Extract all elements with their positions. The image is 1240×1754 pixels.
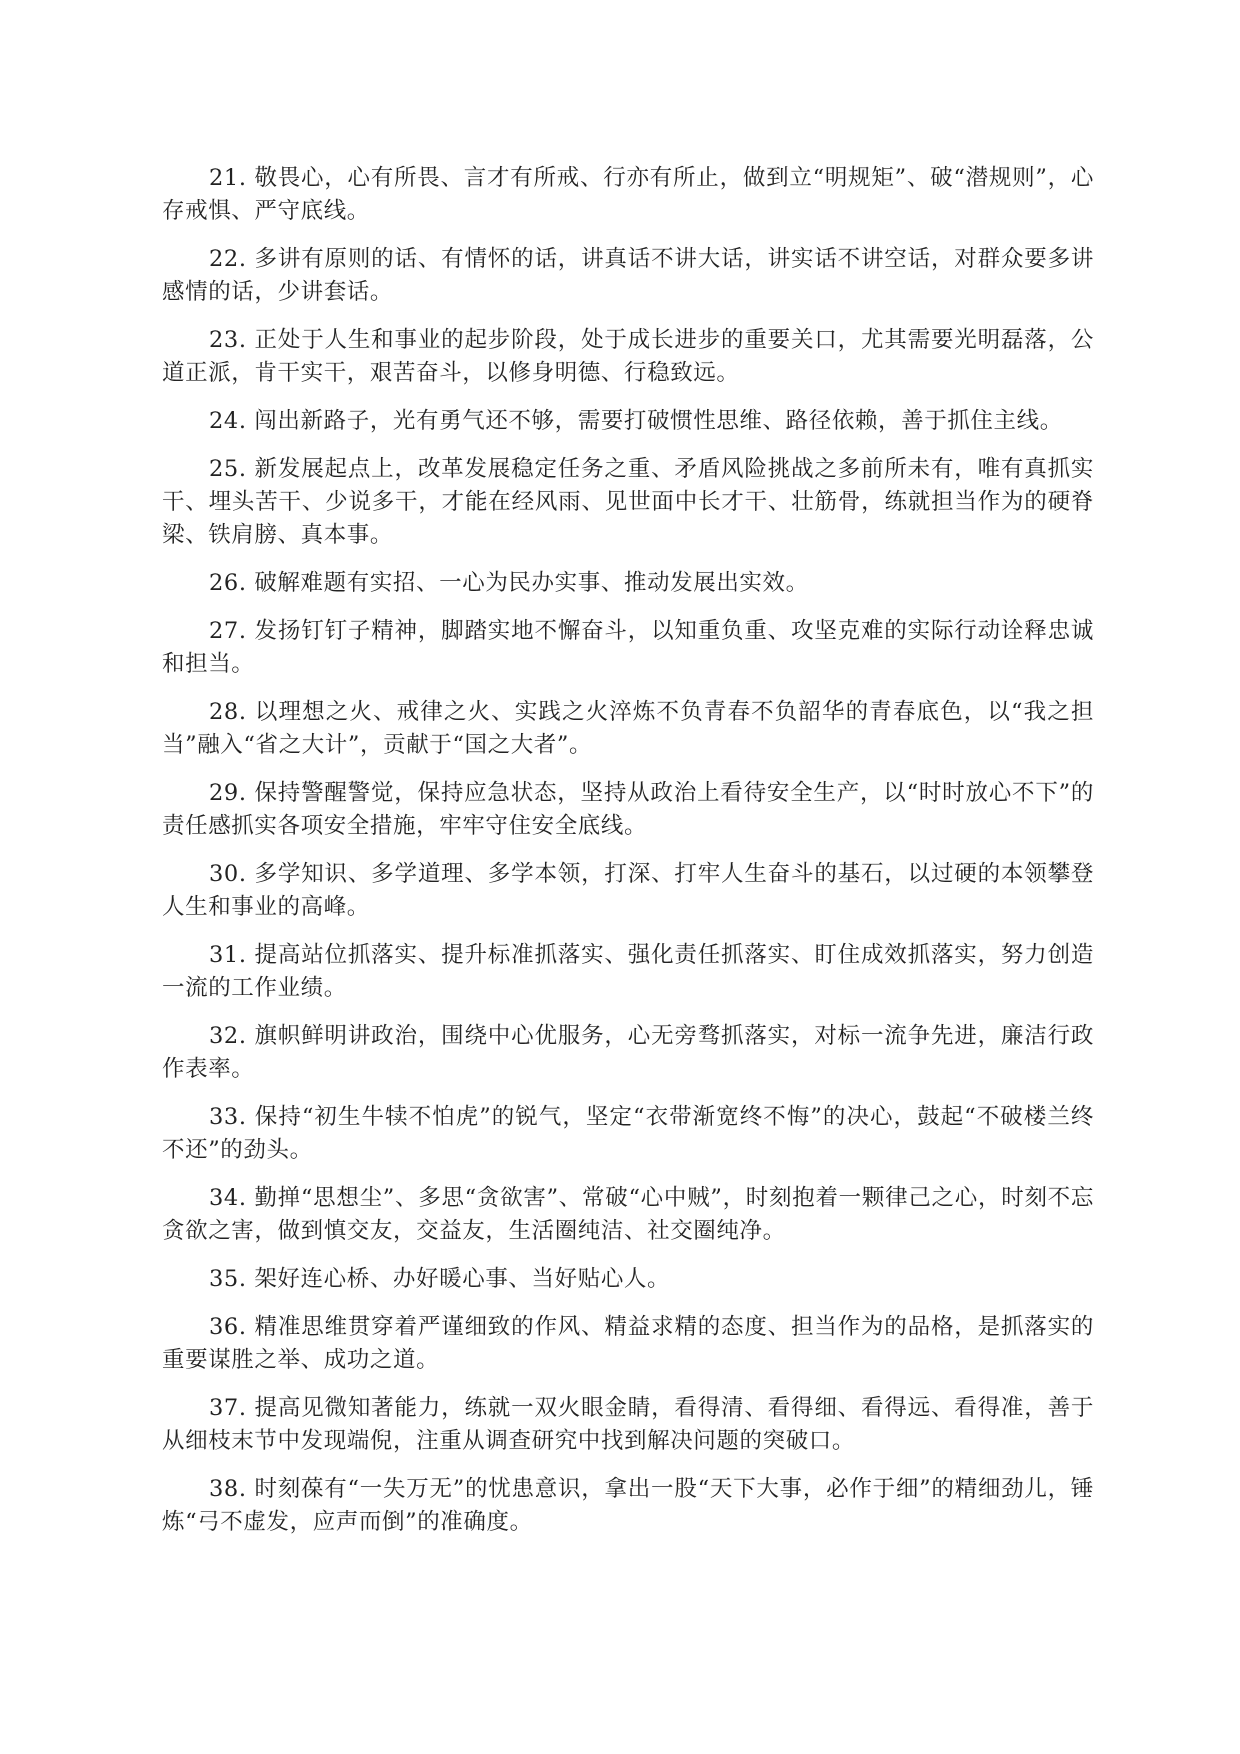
paragraph-27: 27. 发扬钉钉子精神，脚踏实地不懈奋斗，以知重负重、攻坚克难的实际行动诠释忠诚和担当。 bbox=[162, 618, 1094, 677]
paragraph-35: 35. 架好连心桥、办好暖心事、当好贴心人。 bbox=[209, 1266, 671, 1292]
paragraph-23: 23. 正处于人生和事业的起步阶段，处于成长进步的重要关口，尤其需要光明磊落，公道正派，肯干实干，艰苦奋斗，以修身明德、行稳致远。 bbox=[162, 327, 1094, 386]
paragraph-34: 34. 勤掸“思想尘”、多思“贪欲害”、常破“心中贼”，时刻抱着一颗律己之心，时刻不忘贪欲之害，做到慎交友，交益友，生活圈纯洁、社交圈纯净。 bbox=[162, 1185, 1094, 1244]
paragraph-33: 33. 保持“初生牛犊不怕虎”的锐气，坚定“衣带渐宽终不悔”的决心，鼓起“不破楼兰终不还”的劲头。 bbox=[162, 1104, 1094, 1163]
paragraph-28: 28. 以理想之火、戒律之火、实践之火淬炼不负青春不负韶华的青春底色，以“我之担当”融入“省之大计”，贡献于“国之大者”。 bbox=[162, 699, 1094, 758]
paragraph-26: 26. 破解难题有实招、一心为民办实事、推动发展出实效。 bbox=[209, 570, 809, 596]
paragraph-25: 25. 新发展起点上，改革发展稳定任务之重、矛盾风险挑战之多前所未有，唯有真抓实干、埋头苦干、少说多干，才能在经风雨、见世面中长才干、壮筋骨，练就担当作为的硬脊梁、铁肩膀、真本事。 bbox=[162, 456, 1094, 548]
paragraph-32: 32. 旗帜鲜明讲政治，围绕中心优服务，心无旁骛抓落实，对标一流争先进，廉洁行政作表率。 bbox=[162, 1023, 1094, 1082]
paragraph-22: 22. 多讲有原则的话、有情怀的话，讲真话不讲大话，讲实话不讲空话，对群众要多讲感情的话，少讲套话。 bbox=[162, 246, 1094, 305]
paragraph-21: 21. 敬畏心，心有所畏、言才有所戒、行亦有所止，做到立“明规矩”、破“潜规则”，心存戒惧、严守底线。 bbox=[162, 165, 1094, 224]
paragraph-37: 37. 提高见微知著能力，练就一双火眼金睛，看得清、看得细、看得远、看得准，善于从细枝末节中发现端倪，注重从调查研究中找到解决问题的突破口。 bbox=[162, 1395, 1094, 1454]
paragraph-24: 24. 闯出新路子，光有勇气还不够，需要打破惯性思维、路径依赖，善于抓住主线。 bbox=[209, 408, 1063, 434]
paragraph-31: 31. 提高站位抓落实、提升标准抓落实、强化责任抓落实、盯住成效抓落实，努力创造一流的工作业绩。 bbox=[162, 942, 1094, 1001]
paragraph-36: 36. 精准思维贯穿着严谨细致的作风、精益求精的态度、担当作为的品格，是抓落实的重要谋胜之举、成功之道。 bbox=[162, 1314, 1094, 1373]
document-page bbox=[162, 162, 1094, 1554]
paragraph-38: 38. 时刻葆有“一失万无”的忧患意识，拿出一股“天下大事，必作于细”的精细劲儿，锤炼“弓不虚发，应声而倒”的准确度。 bbox=[162, 1476, 1094, 1535]
paragraph-30: 30. 多学知识、多学道理、多学本领，打深、打牢人生奋斗的基石，以过硬的本领攀登人生和事业的高峰。 bbox=[162, 861, 1094, 920]
paragraph-29: 29. 保持警醒警觉，保持应急状态，坚持从政治上看待安全生产，以“时时放心不下”的责任感抓实各项安全措施，牢牢守住安全底线。 bbox=[162, 780, 1094, 839]
